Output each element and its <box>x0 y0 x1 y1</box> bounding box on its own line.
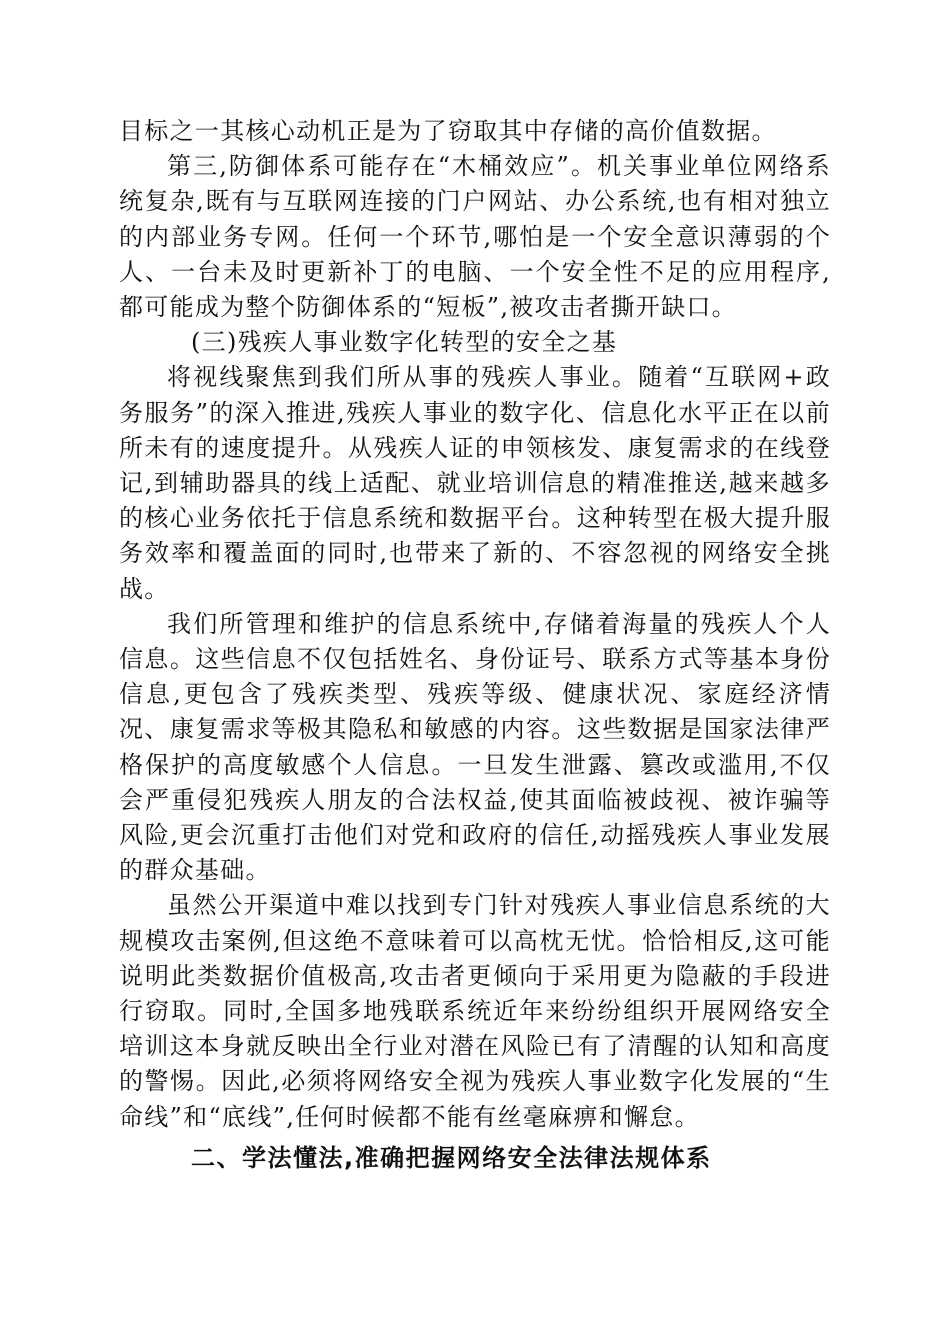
paragraph-barrel-effect: 第三,防御体系可能存在“木桶效应”。机关事业单位网络系统复杂,既有与互联网连接的门户网站、办公系统,也有相对独立的内部业务专网。任何一个环节,哪怕是一个安全意识薄弱的个人、一台未及时更新补丁的电脑、一个安全性不足的应用程序,都可能成为整个防御体系的“短板”,被攻击者撕开缺口。 <box>119 152 831 322</box>
paragraph-continuation: 目标之一其核心动机正是为了窃取其中存储的高价值数据。 <box>119 117 777 145</box>
section-subheading: (三)残疾人事业数字化转型的安全之基 <box>191 328 618 357</box>
paragraph-personal-information: 我们所管理和维护的信息系统中,存储着海量的残疾人个人信息。这些信息不仅包括姓名、身份证号、联系方式等基本身份信息,更包含了残疾类型、残疾等级、健康状况、家庭经济情况、康复需求等极其隐私和敏感的内容。这些数据是国家法律严格保护的高度敏感个人信息。一旦发生泄露、篡改或滥用,不仅会严重侵犯残疾人朋友的合法权益,使其面临被歧视、被诈骗等风险,更会沉重打击他们对党和政府的信任,动摇残疾人事业发展的群众基础。 <box>119 609 831 885</box>
paragraph-security-awareness: 虽然公开渠道中难以找到专门针对残疾人事业信息系统的大规模攻击案例,但这绝不意味着可以高枕无忧。恰恰相反,这可能说明此类数据价值极高,攻击者更倾向于采用更为隐蔽的手段进行窃取。同时,全国多地残联系统近年来纷纷组织开展网络安全培训这本身就反映出全行业对潜在风险已有了清醒的认知和高度的警惕。因此,必须将网络安全视为残疾人事业数字化发展的“生命线”和“底线”,任何时候都不能有丝毫麻痹和懈怠。 <box>119 891 831 1131</box>
section-heading: 二、学法懂法,准确把握网络安全法律法规体系 <box>191 1143 712 1172</box>
paragraph-digital-transformation: 将视线聚焦到我们所从事的残疾人事业。随着“互联网+政务服务”的深入推进,残疾人事业的数字化、信息化水平正在以前所未有的速度提升。从残疾人证的申领核发、康复需求的在线登记,到辅助器具的线上适配、就业培训信息的精准推送,越来越多的核心业务依托于信息系统和数据平台。这种转型在极大提升服务效率和覆盖面的同时,也带来了新的、不容忽视的网络安全挑战。 <box>119 363 831 603</box>
document-body <box>119 114 831 1176</box>
